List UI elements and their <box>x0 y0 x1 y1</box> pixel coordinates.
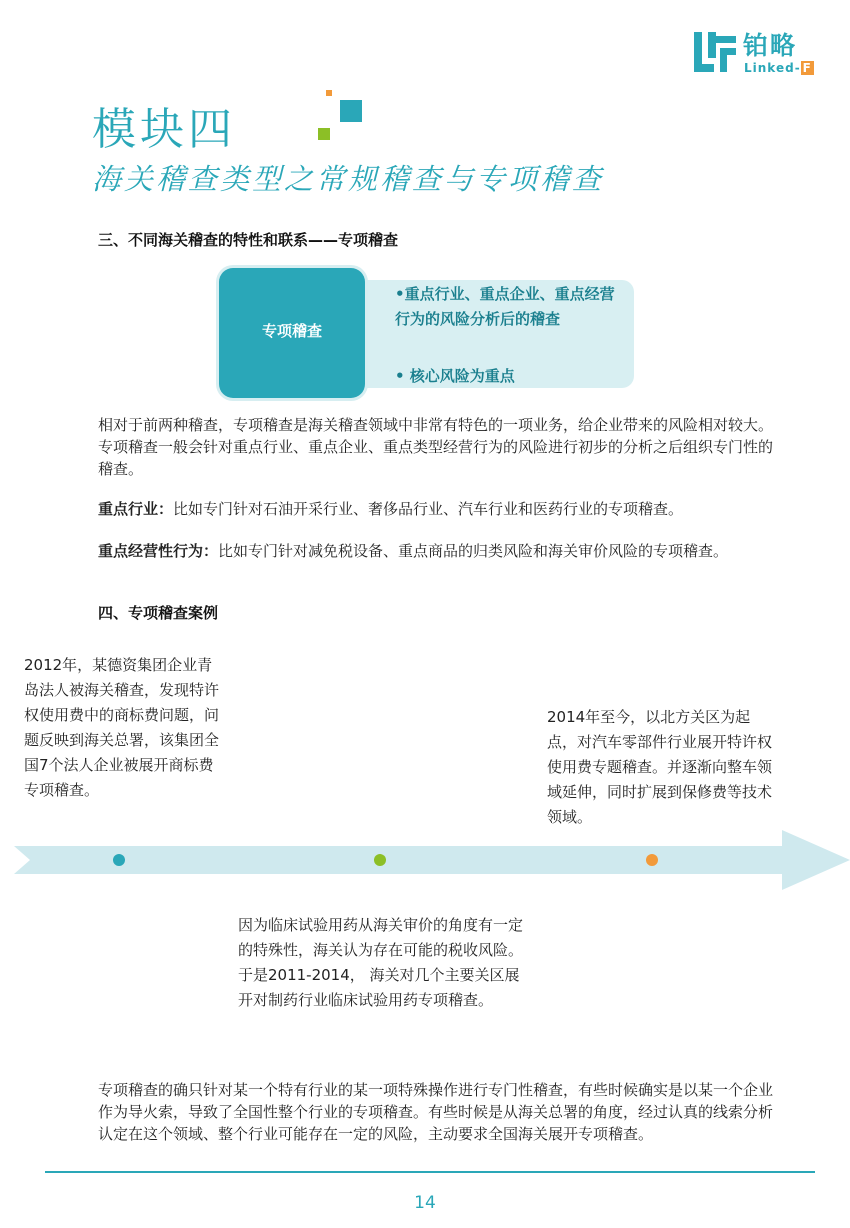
paragraph-key-industry <box>98 498 778 520</box>
section-heading-4: 四、专项稽查案例 <box>98 604 219 622</box>
case-2011-2014: 因为临床试验用药从海关审价的角度有一定的特殊性，海关认为存在可能的税收风险。于是2011-2014， 海关对几个主要关区展开对制药行业临床试验用药专项稽查。 <box>238 916 524 1009</box>
diagram-panel <box>365 280 634 388</box>
paragraph-summary: 专项稽查的确只针对某一个特有行业的某一项特殊操作进行专门性稽查，有些时候确实是以某一个企业作为导火索，导致了全国性整个行业的专项稽查。有些时候是从海关总署的角度，经过认真的线索分析认定在这个领域、整个行业可能存在一定的风险，主动要求全国海关展开专项稽查。 <box>98 1081 774 1143</box>
diagram-box <box>219 268 365 398</box>
decorative-squares-icon <box>318 90 366 142</box>
page-number: 14 <box>414 1193 436 1213</box>
diagram-item-1: •重点行业、重点企业、重点经营行为的风险分析后的稽查 <box>395 285 615 328</box>
key-behavior-text: 比如专门针对减免税设备、重点商品的归类风险和海关审价风险的专项稽查。 <box>218 542 729 560</box>
diagram-box-label: 专项稽查 <box>261 322 322 340</box>
logo <box>694 32 824 76</box>
case-2014: 2014年至今，以北方关区为起点，对汽车零部件行业展开特许权使用费专题稽查。并逐渐向整车领域延伸，同时扩展到保修费等技术领域。 <box>547 708 773 826</box>
timeline-arrow-shape <box>14 830 850 890</box>
module-subtitle: 海关稽查类型之常规稽查与专项稽查 <box>92 162 605 196</box>
footer-divider <box>45 1171 815 1173</box>
module-title: 模块四 <box>92 104 236 155</box>
logo-mark-icon <box>694 32 736 72</box>
paragraph-key-behavior <box>98 540 778 562</box>
timeline-dot-2 <box>374 854 386 866</box>
key-industry-label: 重点行业： <box>98 500 174 518</box>
key-industry-text: 比如专门针对石油开采行业、奢侈品行业、汽车行业和医药行业的专项稽查。 <box>173 500 684 518</box>
timeline-dot-1 <box>113 854 125 866</box>
paragraph-intro: 相对于前两种稽查，专项稽查是海关稽查领域中非常有特色的一项业务，给企业带来的风险相对较大。专项稽查一般会针对重点行业、重点企业、重点类型经营行为的风险进行初步的分析之后组织专门性的稽查。 <box>98 416 774 478</box>
case-2012: 2012年，某德资集团企业青岛法人被海关稽查，发现特许权使用费中的商标费问题，问题反映到海关总署，该集团全国7个法人企业被展开商标费专项稽查。 <box>24 656 220 799</box>
key-behavior-label: 重点经营性行为： <box>98 542 219 560</box>
timeline-arrow <box>14 828 850 892</box>
logo-name-en: Linked- F <box>744 61 812 75</box>
logo-name-cn: 铂略 <box>743 31 798 60</box>
section-heading-3: 三、不同海关稽查的特性和联系——专项稽查 <box>98 231 399 249</box>
timeline-dot-3 <box>646 854 658 866</box>
diagram-item-2: • 核心风险为重点 <box>395 367 515 385</box>
